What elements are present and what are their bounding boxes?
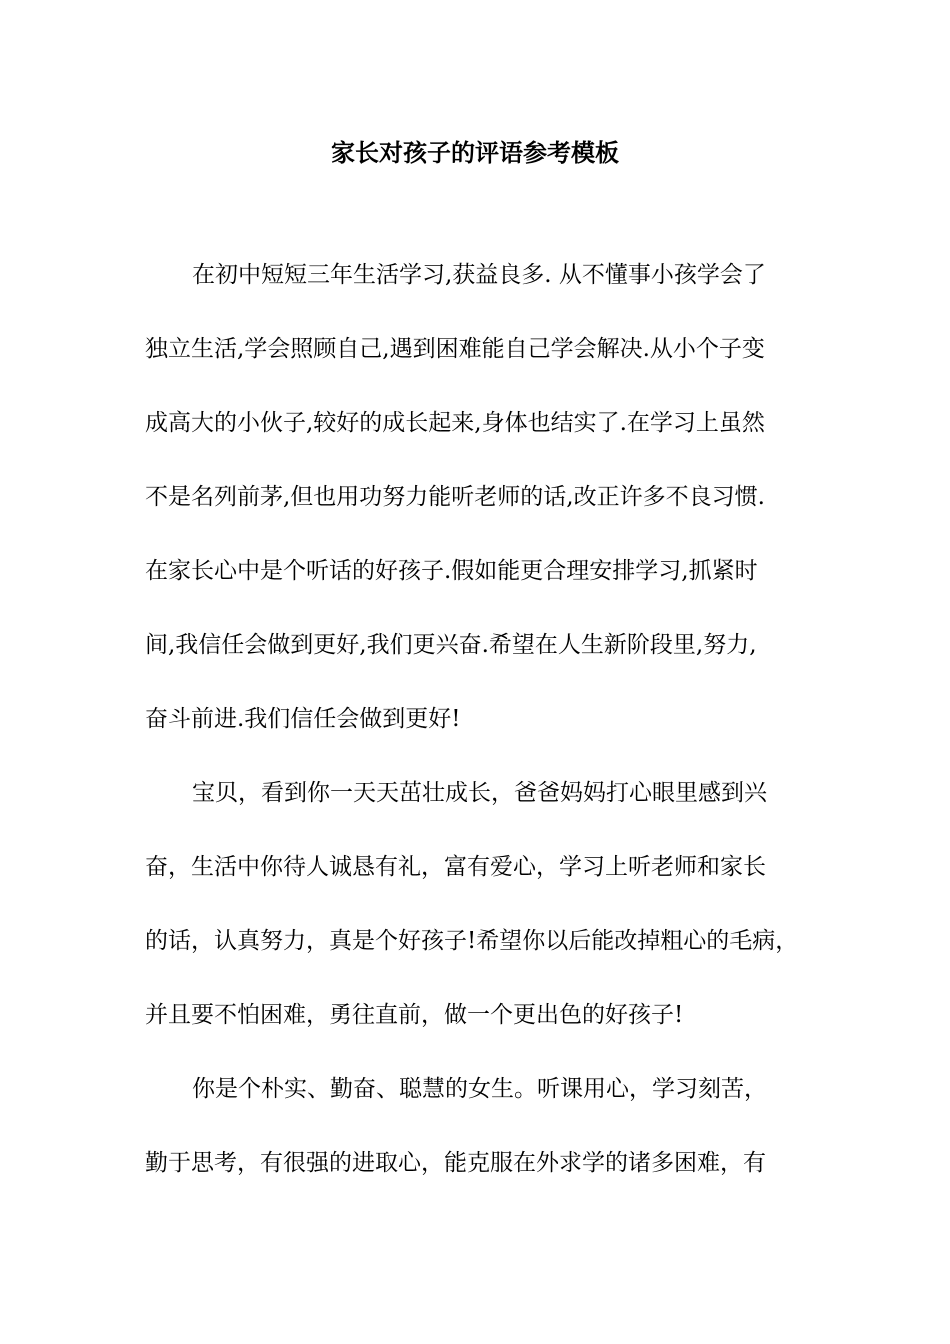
text-line: 宝贝，看到你一天天茁壮成长，爸爸妈妈打心眼里感到兴: [192, 780, 767, 806]
text-line: 的话，认真努力，真是个好孩子!希望你以后能改掉粗心的毛病，: [145, 928, 799, 954]
text-line: 奋斗前进.我们信任会做到更好!: [145, 706, 461, 732]
paragraph-2: [145, 769, 810, 1065]
text-line: 在初中短短三年生活学习,获益良多. 从不懂事小孩学会了: [192, 262, 766, 288]
paragraph-1: [145, 251, 810, 769]
text-line: 不是名列前茅,但也用功努力能听老师的话,改正许多不良习惯.: [145, 484, 765, 510]
text-line: 你是个朴实、勤奋、聪慧的女生。听课用心，学习刻苦，: [192, 1076, 767, 1102]
text-line: 在家长心中是个听话的好孩子.假如能更合理安排学习,抓紧时: [145, 558, 758, 584]
text-line: 独立生活,学会照顾自己,遇到困难能自己学会解决.从小个子变: [145, 336, 765, 362]
document-title: 家长对孩子的评语参考模板: [331, 138, 619, 167]
text-line: 间,我信任会做到更好,我们更兴奋.希望在人生新阶段里,努力,: [145, 632, 757, 658]
text-line: 并且要不怕困难，勇往直前，做一个更出色的好孩子!: [145, 1002, 684, 1028]
text-line: 奋，生活中你待人诚恳有礼，富有爱心，学习上听老师和家长: [145, 854, 766, 880]
text-line: 勤于思考，有很强的进取心，能克服在外求学的诸多困难，有: [145, 1150, 766, 1176]
paragraph-3: [145, 1065, 810, 1213]
document-body: [145, 251, 810, 1213]
text-line: 成高大的小伙子,较好的成长起来,身体也结实了.在学习上虽然: [145, 410, 765, 436]
